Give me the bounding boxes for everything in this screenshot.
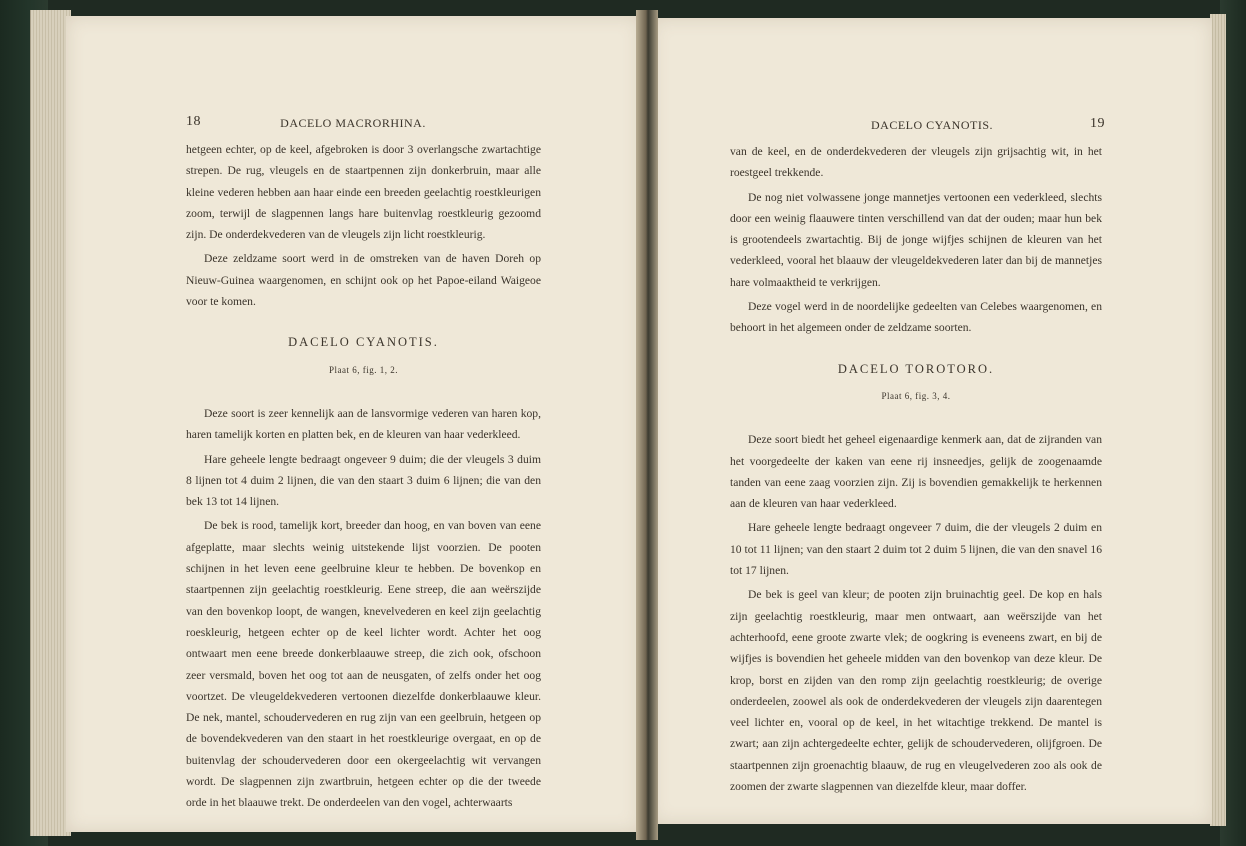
continued-paragraph: hetgeen echter, op de keel, afgebroken is door 3 overlangsche zwartachtige strepen. De rug, vleugels en de staartpennen zijn donkerbruin, maar alle kleine vederen hebben aan haar einde een breeden geelachtig roestkleurigen zoom, terwijl de slagpennen langs hare buitenvlag roestkleurig gezoomd zijn. De onderdekvederen van de vleugels zijn licht roestkleurig.	[186, 143, 541, 242]
left-page-number: 18	[186, 114, 201, 129]
section-heading: DACELO TOROTORO.	[837, 361, 995, 376]
paragraph: Deze vogel werd in de noordelijke gedeelten van Celebes waargenomen, en behoort in het algemeen onder de zeldzame soorten.	[730, 300, 1102, 335]
plate-reference: Plaat 6, fig. 1, 2.	[329, 364, 398, 375]
paragraph: Deze zeldzame soort werd in de omstreken van de haven Doreh op Nieuw-Guinea waargenomen, en schijnt ook op het Papoe-eiland Waigeoe voor te komen.	[186, 252, 541, 309]
book-gutter	[636, 10, 658, 840]
right-running-title: DACELO CYANOTIS.	[871, 118, 993, 132]
page-edges-right	[1210, 14, 1226, 826]
paragraph: De bek is rood, tamelijk kort, breeder dan hoog, en van boven van eene afgeplatte, maar slechts weinig uitstekende lijst voorzien. De pooten schijnen in het leven eene geelbruine kleur te hebben. De bovenkop en staartpennen zijn geelachtig roestkleurig. Eene streep, die aan weërszijde van den bovenkop loopt, de wangen, knevelvederen en keel zijn geelachtig roeskleurig, hetgeen echter op de keel lichter wordt. Achter het oog ontwaart men eene breede donkerblaauwe streep, die zich ook, ofschoon zeer versmald, boven het oog tot aan de neusgaten, of zelfs onder het oog voortzet. De vleugeldekvederen vertoonen diezelfde donkerblaauwe kleur. De nek, mantel, schoudervederen en rug zijn van een geelbruin, hetgeen op de bovendekvederen van den staart in het roestkleurige overgaat, en op de buitenvlag der schoudervederen door een okergeelachtig wit vervangen wordt. De slagpennen zijn zwartbruin, hetgeen echter op die der tweede orde in het blaauwe trekt. De onderdeelen van den vogel, achterwaarts	[186, 519, 541, 810]
paragraph: De nog niet volwassene jonge mannetjes vertoonen een vederkleed, slechts door een weinig flaauwere tinten verschillend van dat der ouden; maar hun bek is grootendeels zwartachtig. Bij de jonge wijfjes schijnen de kleuren van het vederkleed, vooral het blaauw der vleugeldekvederen later dan bij de mannetjes hare volmaaktheid te verkrijgen.	[730, 190, 1102, 289]
right-page-text	[730, 141, 1102, 800]
paragraph: Deze soort is zeer kennelijk aan de lansvormige vederen van haren kop, haren tamelijk korten en platten bek, en de kleuren van haar vederkleed.	[186, 406, 541, 442]
page-edges-left	[30, 10, 71, 836]
paragraph: Hare geheele lengte bedraagt ongeveer 7 duim, die der vleugels 2 duim en 10 tot 11 lijnen; van den staart 2 duim tot 2 duim 5 lijnen, die van den snavel 16 tot 17 lijnen.	[730, 521, 1102, 578]
section-heading: DACELO CYANOTIS.	[288, 335, 439, 350]
left-running-title: DACELO MACRORHINA.	[280, 116, 426, 130]
right-page-number: 19	[1090, 116, 1105, 131]
left-running-head	[66, 116, 640, 136]
left-page-text	[186, 139, 541, 817]
paragraph: De bek is geel van kleur; de pooten zijn bruinachtig geel. De kop en hals zijn geelachtig roestkleurig, maar men ontwaart, aan weërszijde van het achterhoofd, eene groote zwarte vlek; de oogkring is eveneens zwart, en bij de wijfjes is bovendien het geheele midden van den bovenkop van deze kleur. De krop, borst en zijden van den romp zijn geelachtig roestkleurig; de overige onderdeelen, zoowel als ook de onderdekvederen der vleugels zijn daarentegen veel lichter en, vooral op de keel, in het witachtige trekkend. De mantel is zwart; aan zijn achtergedeelte echter, gelijk de schoudervederen, olijfgroen. De staartpennen zijn groenachtig blaauw, de rug en vleugelvederen zoo als ook de zoomen der zwarte slagpennen van diezelfde kleur, maar doffer.	[730, 588, 1102, 794]
left-page	[66, 16, 640, 832]
paragraph: Deze soort biedt het geheel eigenaardige kenmerk aan, dat de zijranden van het voorgedeelte der kaken van eene rij insneedjes, gelijk de zoogenaamde tanden van eene zaag voorzien zijn. Zij is bovendien gemakkelijk te herkennen aan de kleuren van haar vederkleed.	[730, 433, 1102, 511]
right-running-head	[652, 118, 1212, 138]
continued-paragraph: van de keel, en de onderdekvederen der vleugels zijn grijsachtig wit, in het roestgeel trekkende.	[730, 145, 1102, 180]
paragraph: Hare geheele lengte bedraagt ongeveer 9 duim; die der vleugels 3 duim 8 lijnen tot 4 duim 2 lijnen, die van den staart 3 duim 6 lijnen; die van den bek 13 tot 14 lijnen.	[186, 452, 541, 509]
right-page	[652, 18, 1212, 824]
plate-reference: Plaat 6, fig. 3, 4.	[881, 390, 951, 401]
